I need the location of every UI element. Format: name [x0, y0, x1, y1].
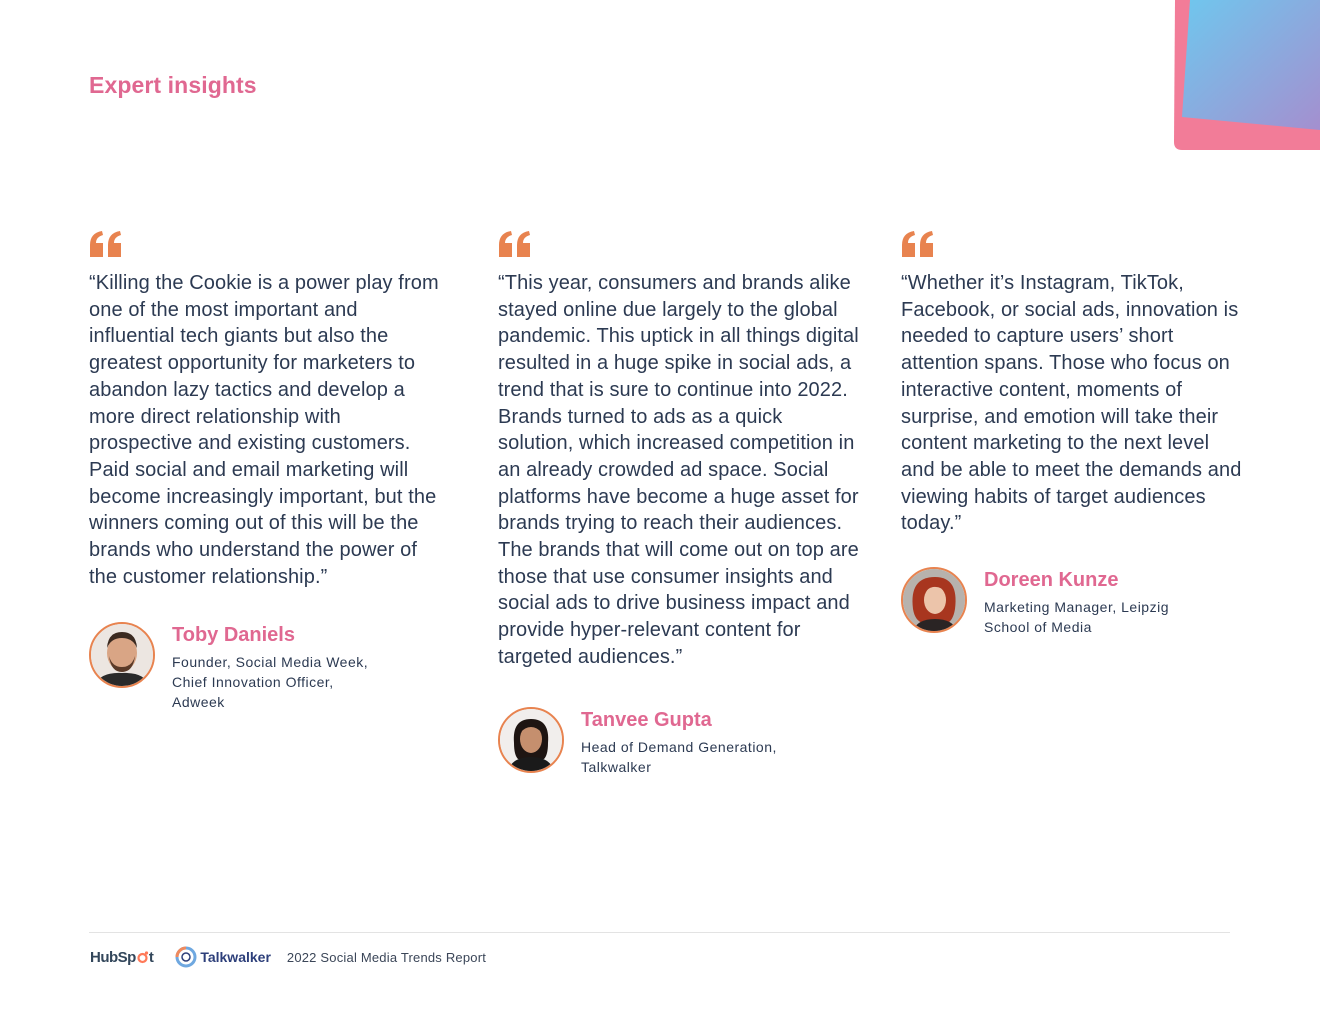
quote-icon: [89, 230, 123, 258]
avatar: [89, 622, 155, 688]
author-block: [498, 707, 860, 777]
talkwalker-icon: [175, 946, 197, 968]
hubspot-logo: [90, 949, 153, 966]
quote-text: “Killing the Cookie is a power play from one of the most important and influential tech giants but also the greatest opportunity for marketers to abandon lazy tactics and develop a more direct relationship with prospective and existing customers. Paid social and email marketing will become increasingly important, but the winners coming out of this will be the brands who understand the power of the customer relationship.”: [89, 272, 439, 588]
portrait-toby-daniels: [91, 624, 153, 686]
footer-divider: [89, 932, 1230, 933]
quote-icon: [498, 230, 532, 258]
hubspot-logo-text-end: t: [148, 948, 154, 966]
portrait-tanvee-gupta: [500, 709, 562, 771]
author-info: [581, 707, 806, 777]
quote-text: “Whether it’s Instagram, TikTok, Facebook, or social ads, innovation is needed to capture users’ short attention spans. Those who focus on interactive content, moments of surprise, and emotion will take their content marketing to the next level and be able to meet the demands and viewing habits of target audiences today.”: [901, 272, 1242, 535]
footer: [90, 943, 486, 971]
quote-card: [901, 230, 1246, 637]
author-name: Tanvee Gupta: [581, 708, 712, 731]
hubspot-logo-text: HubSp: [90, 948, 136, 966]
quote-card: [89, 230, 439, 712]
quote-text: “This year, consumers and brands alike stayed online due largely to the global pandemic. This uptick in all things digital resulted in a huge spike in social ads, a trend that is sure to continue into 2022. Brands turned to ads as a quick solution, which increased competition in an already crowded ad space. Social platforms have become a huge asset for brands trying to reach their audiences. The brands that will come out on top are those that use consumer insights and social ads to drive business impact and provide hyper-relevant content for targeted audiences.”: [498, 272, 859, 668]
report-title: 2022 Social Media Trends Report: [286, 949, 487, 965]
page-title: Expert insights: [89, 72, 257, 98]
author-info: [984, 567, 1194, 637]
quote-icon: [901, 230, 935, 258]
hubspot-sprocket-icon: [136, 951, 149, 964]
quote-card: [498, 230, 860, 777]
talkwalker-logo-text: Talkwalker: [200, 949, 271, 965]
portrait-doreen-kunze: [903, 569, 965, 631]
author-block: [901, 567, 1246, 637]
author-name: Toby Daniels: [172, 624, 295, 647]
corner-decoration: [1170, 0, 1320, 155]
talkwalker-logo: [175, 946, 271, 968]
author-info: [172, 622, 387, 712]
author-role: Head of Demand Generation, Talkwalker: [581, 738, 777, 775]
avatar: [498, 707, 564, 773]
author-name: Doreen Kunze: [984, 569, 1119, 592]
author-block: [89, 622, 439, 712]
author-role: Founder, Social Media Week, Chief Innovation Officer, Adweek: [172, 654, 369, 711]
avatar: [901, 567, 967, 633]
author-role: Marketing Manager, Leipzig School of Media: [984, 599, 1169, 636]
